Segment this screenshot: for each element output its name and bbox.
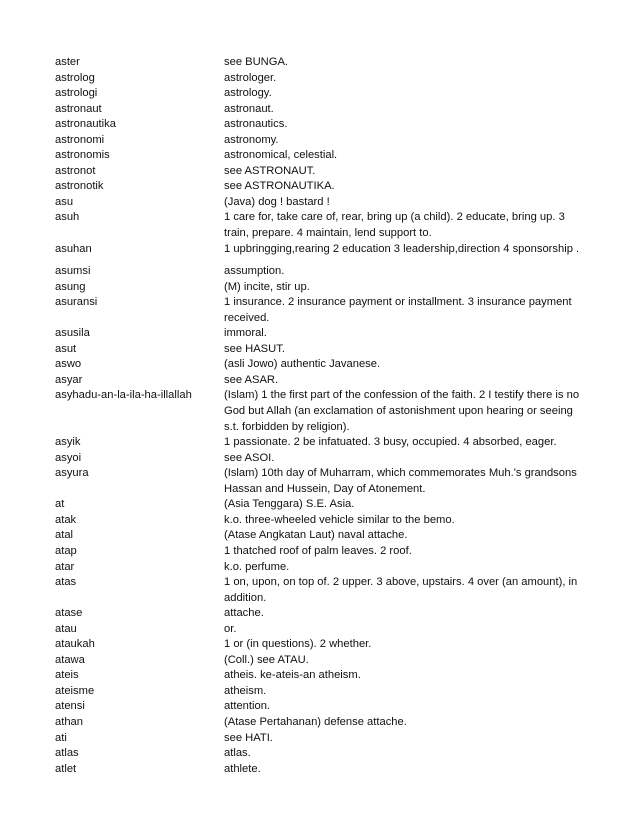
entry-definition: k.o. perfume. xyxy=(224,560,290,573)
dictionary-entry xyxy=(0,435,638,451)
dictionary-entry xyxy=(0,242,638,258)
entry-term: astronotik xyxy=(55,180,104,193)
entry-definition: astronomical, celestial. xyxy=(224,149,338,162)
entry-term: asut xyxy=(55,342,77,355)
dictionary-entry xyxy=(0,295,638,326)
entry-term: atensi xyxy=(55,700,85,713)
dictionary-entry xyxy=(0,653,638,669)
dictionary-entry xyxy=(0,684,638,700)
entry-term: atal xyxy=(55,529,74,542)
entry-term: astrolog xyxy=(55,71,95,84)
entry-definition: astronaut. xyxy=(224,102,274,115)
entry-term: asyhadu-an-la-ila-ha-illallah xyxy=(55,389,192,402)
entry-term: atap xyxy=(55,544,77,557)
dictionary-entry xyxy=(0,699,638,715)
dictionary-entry xyxy=(0,637,638,653)
entry-definition: (asli Jowo) authentic Javanese. xyxy=(224,358,381,371)
dictionary-entry xyxy=(0,133,638,149)
dictionary-entry xyxy=(0,466,638,497)
dictionary-entry xyxy=(0,575,638,606)
dictionary-entry xyxy=(0,148,638,164)
entry-definition: astrology. xyxy=(224,87,272,100)
dictionary-entry xyxy=(0,746,638,762)
entry-term: ati xyxy=(55,731,67,744)
entry-term: atase xyxy=(55,607,83,620)
entry-term: astronaut xyxy=(55,102,102,115)
entry-definition: (Islam) 1 the first part of the confession of the faith. 2 I testify there is no God but Allah (an exclamation of astonishment upon hearing or seeing s.t. forbidden by religion). xyxy=(224,389,580,433)
entry-term: asyik xyxy=(55,436,81,449)
dictionary-entry xyxy=(0,326,638,342)
entry-definition: see HATI. xyxy=(224,731,273,744)
dictionary-entry xyxy=(0,622,638,638)
entry-term: asung xyxy=(55,280,86,293)
entry-term: asuransi xyxy=(55,296,98,309)
dictionary-entry xyxy=(0,179,638,195)
entry-term: asumsi xyxy=(55,265,91,278)
dictionary-entry xyxy=(0,606,638,622)
entry-definition: 1 upbringging,rearing 2 education 3 leadership,direction 4 sponsorship . xyxy=(224,242,580,255)
entry-term: ataukah xyxy=(55,638,95,651)
entry-definition: (Java) dog ! bastard ! xyxy=(224,195,330,208)
entry-definition: 1 insurance. 2 insurance payment or installment. 3 insurance payment received. xyxy=(224,296,572,324)
dictionary-entry xyxy=(0,164,638,180)
entry-definition: see ASTRONAUT. xyxy=(224,164,316,177)
entry-term: asuh xyxy=(55,211,80,224)
entry-term: astronautika xyxy=(55,118,116,131)
entry-term: astronot xyxy=(55,164,96,177)
entry-definition: 1 passionate. 2 be infatuated. 3 busy, occupied. 4 absorbed, eager. xyxy=(224,436,557,449)
entry-definition: assumption. xyxy=(224,265,285,278)
dictionary-entry xyxy=(0,117,638,133)
entry-definition: atlas. xyxy=(224,747,251,760)
entry-term: atar xyxy=(55,560,75,573)
entry-term: asyura xyxy=(55,467,89,480)
entry-term: asyar xyxy=(55,373,83,386)
entry-term: asusila xyxy=(55,327,90,340)
dictionary-entry xyxy=(0,497,638,513)
entry-term: atak xyxy=(55,513,77,526)
entry-definition: or. xyxy=(224,622,237,635)
entry-term: atas xyxy=(55,576,77,589)
dictionary-entry xyxy=(0,668,638,684)
entry-definition: atheism. xyxy=(224,684,267,697)
dictionary-entry xyxy=(0,544,638,560)
entry-definition: astronautics. xyxy=(224,118,288,131)
entry-definition: see ASOI. xyxy=(224,451,275,464)
entry-definition: (M) incite, stir up. xyxy=(224,280,310,293)
entry-term: at xyxy=(55,498,65,511)
entry-definition: (Asia Tenggara) S.E. Asia. xyxy=(224,498,355,511)
dictionary-entry xyxy=(0,513,638,529)
dictionary-entry xyxy=(0,195,638,211)
entry-definition: astrologer. xyxy=(224,71,277,84)
entry-definition: athlete. xyxy=(224,762,261,775)
entry-definition: k.o. three-wheeled vehicle similar to the bemo. xyxy=(224,513,455,526)
entry-definition: (Atase Angkatan Laut) naval attache. xyxy=(224,529,408,542)
dictionary-entry xyxy=(0,373,638,389)
entry-definition: immoral. xyxy=(224,327,267,340)
entry-term: astrologi xyxy=(55,87,98,100)
entry-term: asuhan xyxy=(55,242,92,255)
entry-definition: see ASAR. xyxy=(224,373,279,386)
entry-term: ateis xyxy=(55,669,79,682)
dictionary-entry xyxy=(0,102,638,118)
entry-term: asu xyxy=(55,195,74,208)
dictionary-entry xyxy=(0,560,638,576)
entry-term: ateisme xyxy=(55,684,95,697)
entry-term: atlet xyxy=(55,762,77,775)
entry-definition: astronomy. xyxy=(224,133,279,146)
entry-definition: see HASUT. xyxy=(224,342,285,355)
dictionary-entry xyxy=(0,55,638,71)
dictionary-entry xyxy=(0,451,638,467)
entry-term: astronomi xyxy=(55,133,105,146)
dictionary-entry xyxy=(0,528,638,544)
entry-term: asyoi xyxy=(55,451,82,464)
dictionary-entry xyxy=(0,280,638,296)
entry-definition: (Atase Pertahanan) defense attache. xyxy=(224,715,407,728)
entry-definition: (Islam) 10th day of Muharram, which commemorates Muh.'s grandsons Hassan and Hussein, Day of Atonement. xyxy=(224,467,577,495)
entry-term: aster xyxy=(55,56,80,68)
dictionary-entry xyxy=(0,86,638,102)
entry-definition: see ASTRONAUTIKA. xyxy=(224,180,335,193)
dictionary-entry xyxy=(0,731,638,747)
dictionary-entry xyxy=(0,210,638,241)
entry-definition: see BUNGA. xyxy=(224,56,289,68)
entry-definition: attention. xyxy=(224,700,271,713)
entry-definition: attache. xyxy=(224,607,264,620)
dictionary-entry xyxy=(0,715,638,731)
entry-term: astronomis xyxy=(55,149,110,162)
dictionary-entry xyxy=(0,388,638,435)
dictionary-entry-list xyxy=(0,55,638,777)
entry-term: atawa xyxy=(55,653,85,666)
entry-term: athan xyxy=(55,715,83,728)
dictionary-entry xyxy=(0,264,638,280)
entry-term: aswo xyxy=(55,358,82,371)
entry-term: atau xyxy=(55,622,77,635)
entry-definition: 1 or (in questions). 2 whether. xyxy=(224,638,372,651)
entry-definition: (Coll.) see ATAU. xyxy=(224,653,309,666)
dictionary-entry xyxy=(0,342,638,358)
entry-definition: 1 care for, take care of, rear, bring up (a child). 2 educate, bring up. 3 train, prepare. 4 maintain, lend support to. xyxy=(224,211,565,240)
entry-definition: atheis. ke-ateis-an atheism. xyxy=(224,669,361,682)
entry-term: atlas xyxy=(55,747,79,760)
dictionary-entry xyxy=(0,762,638,778)
dictionary-entry xyxy=(0,357,638,373)
dictionary-entry xyxy=(0,71,638,87)
entry-definition: 1 thatched roof of palm leaves. 2 roof. xyxy=(224,544,412,557)
entry-definition: 1 on, upon, on top of. 2 upper. 3 above, upstairs. 4 over (an amount), in addition. xyxy=(224,576,578,604)
